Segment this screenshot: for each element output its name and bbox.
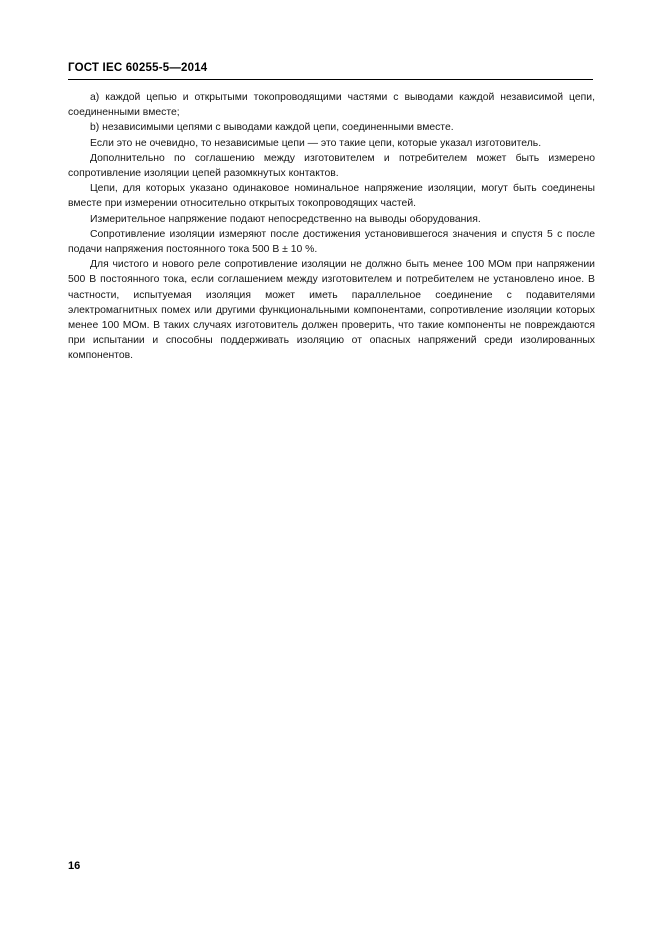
paragraph-a: a) каждой цепью и открытыми токопроводящими частями с выводами каждой независимой цепи, соединенными вместе; [68,92,595,119]
header-divider [68,79,593,80]
document-body [68,90,595,364]
paragraph-4: Измерительное напряжение подают непосредственно на выводы оборудования. [90,213,481,225]
paragraph-6: Для чистого и нового реле сопротивление изоляции не должно быть менее 100 МОм при напряжении 500 В постоянного тока, если соглашением между изготовителем и потребителем не установлено иное. В частности, испытуемая изоляция может иметь параллельное соединение с подавителями электромагнитных помех или другими функциональными компонентами, сопротивление изоляции которых менее 100 МОм. В таких случаях изготовитель должен проверить, что такие компоненты не повреждаются при испытании и способны поддерживать изоляцию от опасных напряжений среди изолированных компонентов. [68,259,595,362]
paragraph-5: Сопротивление изоляции измеряют после достижения установившегося значения и спустя 5 с после подачи напряжения постоянного тока 500 В ± 10 %. [68,228,595,256]
paragraph-3: Цепи, для которых указано одинаковое номинальное напряжение изоляции, могут быть соединены вместе при измерении относительно открытых токопроводящих частей. [68,183,595,210]
page-number: 16 [68,860,81,872]
page-header-standard-number: ГОСТ IEC 60255-5—2014 [68,62,208,74]
paragraph-b: b) независимыми цепями с выводами каждой цепи, соединенными вместе. [90,122,454,134]
paragraph-1: Если это не очевидно, то независимые цепи — это такие цепи, которые указал изготовитель. [90,137,542,149]
paragraph-2: Дополнительно по соглашению между изготовителем и потребителем может быть измерено сопротивление изоляции цепей разомкнутых контактов. [68,152,595,180]
